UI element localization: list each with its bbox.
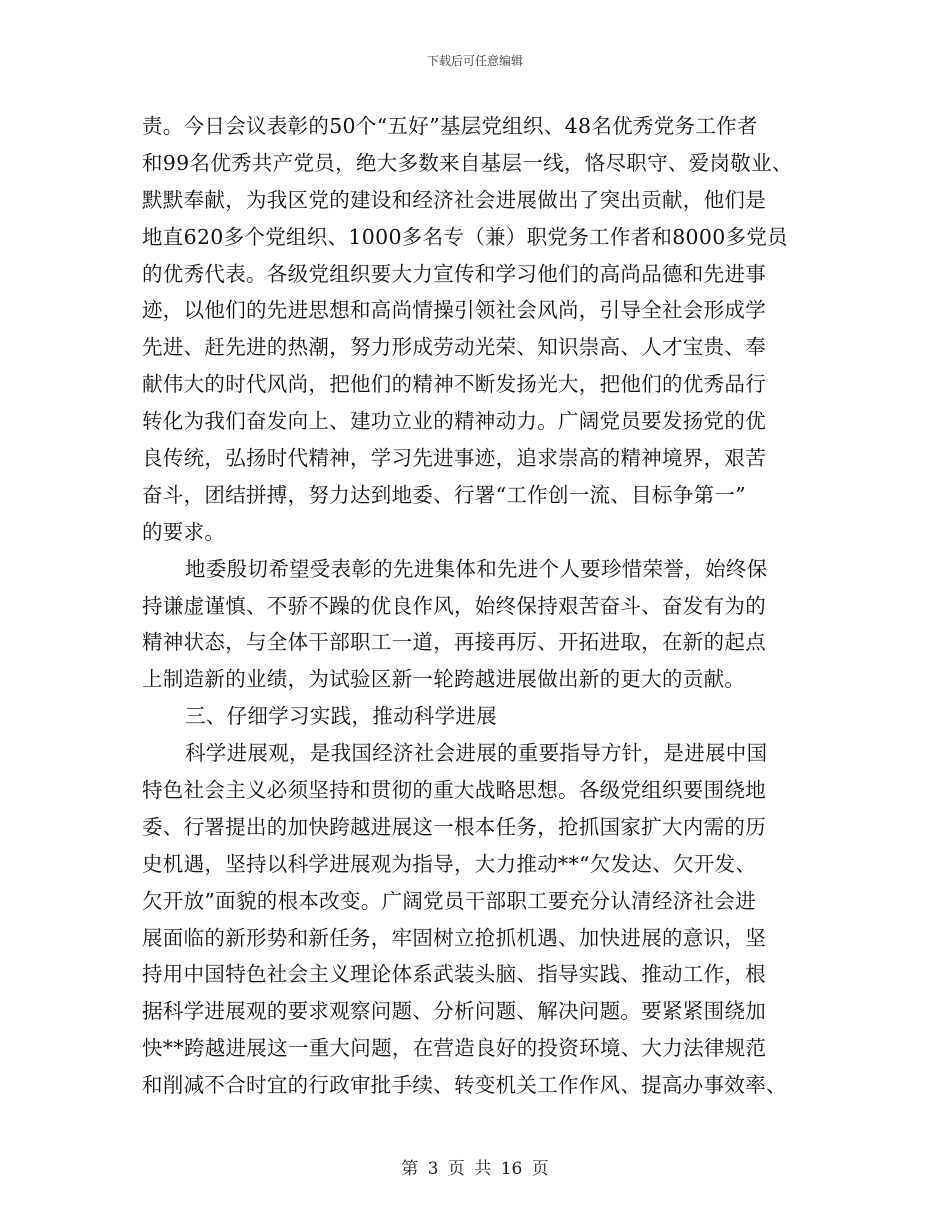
text-line: 持用中国特色社会主义理论体系武装头脑、指导实践、推动工作，根 [142,962,766,987]
text-line: 的要求。 [142,519,226,544]
section-heading: 三、仔细学习实践，推动科学进展 [185,704,497,729]
text-line: 快**跨越进展这一重大问题，在营造良好的投资环境、大力法律规范 [142,1036,767,1061]
text-line: 欠开放”面貌的根本改变。广阔党员干部职工要充分认清经济社会进 [142,888,756,913]
text-line: 迹，以他们的先进思想和高尚情操引领社会风尚，引导全社会形成学 [142,298,766,323]
text-line: 奋斗，团结拼搏，努力达到地委、行署“工作创一流、目标争第一” [142,482,746,507]
text-line: 史机遇，坚持以科学进展观为指导，大力推动**“欠发达、欠开发、 [142,851,757,876]
text-line: 转化为我们奋发向上、建功立业的精神动力。广阔党员要发扬党的优 [142,409,766,434]
text-line: 良传统，弘扬时代精神，学习先进事迹，追求崇高的精神境界，艰苦 [142,446,766,471]
page-header: 下载后可任意编辑 [426,54,523,68]
document-body [142,108,822,1104]
text-line: 默默奉献，为我区党的建设和经济社会进展做出了突出贡献，他们是 [142,187,766,212]
text-line: 上制造新的业绩，为试验区新一轮跨越进展做出新的更大的贡献。 [142,667,746,692]
text-line: 据科学进展观的要求观察问题、分析问题、解决问题。要紧紧围绕加 [142,999,766,1024]
text-line: 先进、赶先进的热潮，努力形成劳动光荣、知识崇高、人才宝贵、奉 [142,335,766,360]
text-line: 地直620多个党组织、1000多名专（兼）职党务工作者和8000多党员 [142,224,788,249]
text-line: 和99名优秀共产党员，绝大多数来自基层一线，恪尽职守、爱岗敬业、 [142,150,793,175]
text-line: 和削减不合时宜的行政审批手续、转变机关工作作风、提高办事效率、 [142,1073,787,1098]
text-line: 献伟大的时代风尚，把他们的精神不断发扬光大，把他们的优秀品行 [142,372,766,397]
paragraph-first-line: 地委殷切希望受表彰的先进集体和先进个人要珍惜荣誉，始终保 [185,556,768,581]
text-line: 持谦虚谨慎、不骄不躁的优良作风，始终保持艰苦奋斗、奋发有为的 [142,593,766,618]
text-line: 特色社会主义必须坚持和贯彻的重大战略思想。各级党组织要围绕地 [142,778,766,803]
text-line: 展面临的新形势和新任务，牢固树立抢抓机遇、加快进展的意识，坚 [142,925,766,950]
text-line: 的优秀代表。各级党组织要大力宣传和学习他们的高尚品德和先进事 [142,261,766,286]
paragraph-first-line: 科学进展观，是我国经济社会进展的重要指导方针，是进展中国 [185,741,768,766]
page-number-footer: 第 3 页 共 16 页 [401,1159,549,1179]
text-line: 精神状态，与全体干部职工一道，再接再厉、开拓进取，在新的起点 [142,630,766,655]
text-line: 委、行署提出的加快跨越进展这一根本任务，抢抓国家扩大内需的历 [142,814,766,839]
text-line: 责。今日会议表彰的50个“五好”基层党组织、48名优秀党务工作者 [142,114,758,138]
